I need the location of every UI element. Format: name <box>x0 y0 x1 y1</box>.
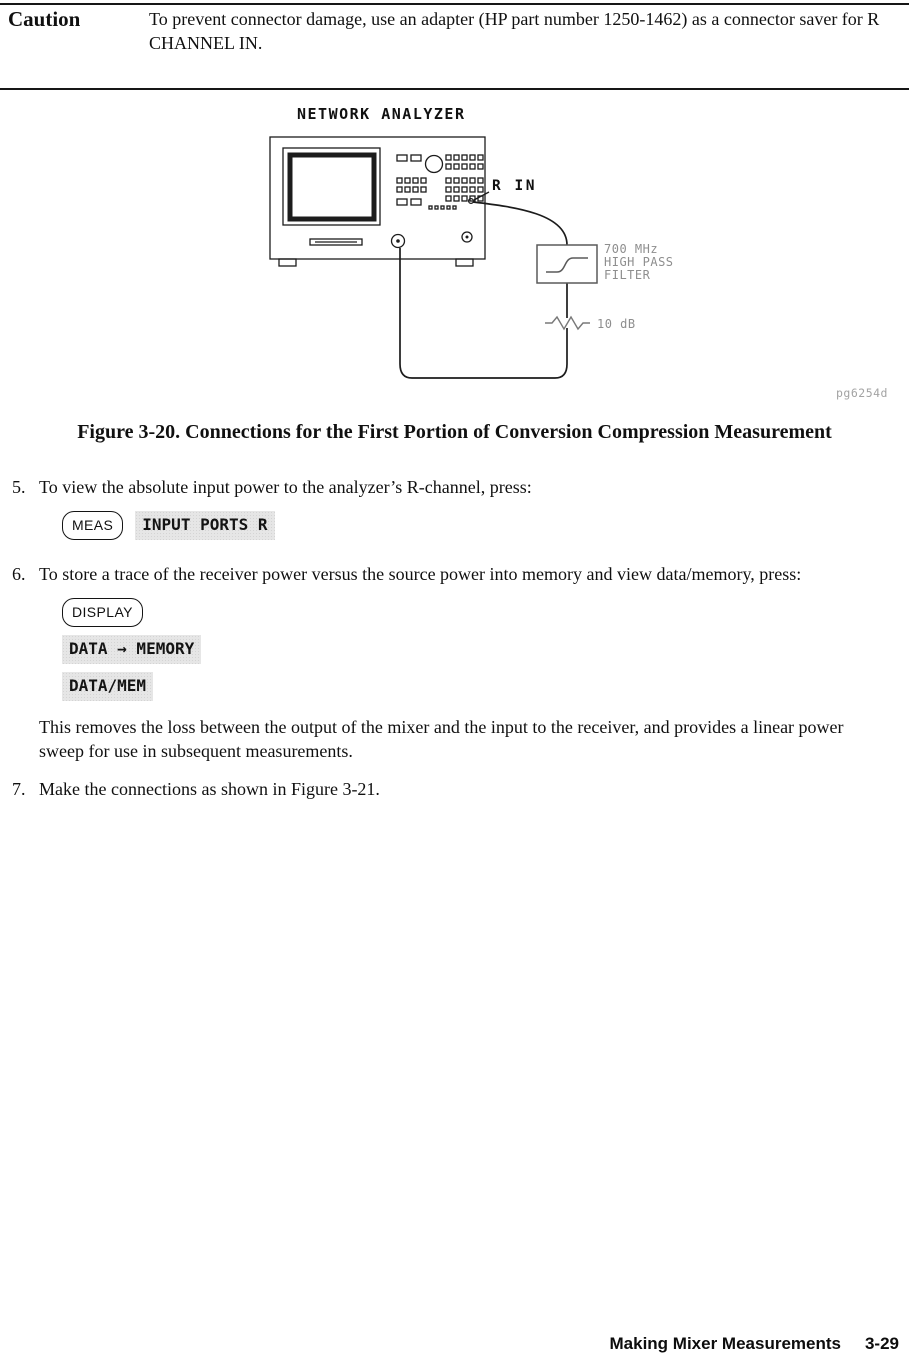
cable-path <box>400 202 567 378</box>
attenuator-label: 10 dB <box>597 317 636 331</box>
high-pass-filter-box <box>537 245 597 283</box>
attenuator-symbol <box>545 317 590 329</box>
filter-label-line2: HIGH PASS <box>604 255 674 269</box>
step-6-softkey-row-2 <box>62 672 898 701</box>
figure-3-20 <box>0 100 909 410</box>
step-7-text: Make the connections as shown in Figure 3-21. <box>39 779 380 799</box>
top-rule <box>0 3 909 5</box>
meas-hardkey: MEAS <box>62 511 123 540</box>
step-5-number: 5. <box>12 477 26 497</box>
step-6-note: This removes the loss between the output of the mixer and the input to the receiver, and provides a linear power sweep for use in subsequent measurements. <box>39 717 844 761</box>
step-6 <box>12 562 898 586</box>
step-5-keys <box>62 511 898 540</box>
caution-divider-rule <box>0 88 909 90</box>
filter-label-line1: 700 MHz <box>604 242 659 256</box>
diagram-analyzer-title: NETWORK ANALYZER <box>297 105 466 123</box>
network-analyzer-drawing <box>270 137 489 266</box>
display-hardkey: DISPLAY <box>62 598 143 627</box>
page-footer <box>610 1334 900 1354</box>
footer-section-title: Making Mixer Measurements <box>609 1334 841 1353</box>
figure-diagram <box>0 100 909 410</box>
procedure-steps <box>12 475 898 801</box>
step-6-number: 6. <box>12 564 26 584</box>
step-6-softkey-row-1 <box>62 635 898 664</box>
filter-label-line3: FILTER <box>604 268 651 282</box>
caution-block <box>8 7 909 55</box>
plot-id-label: pg6254d <box>836 386 888 400</box>
step-6-hardkey-row <box>62 598 898 627</box>
caution-label: Caution <box>8 7 81 31</box>
footer-page-number: 3-29 <box>864 1334 899 1353</box>
step-7 <box>12 777 898 801</box>
step-7-number: 7. <box>12 779 26 799</box>
step-6-text: To store a trace of the receiver power versus the source power into memory and view data/memory, press: <box>39 564 802 584</box>
data-mem-softkey: DATA/MEM <box>62 672 153 701</box>
step-5-text: To view the absolute input power to the analyzer’s R-channel, press: <box>39 477 532 497</box>
data-to-memory-softkey: DATA → MEMORY <box>62 635 201 664</box>
input-ports-r-softkey: INPUT PORTS R <box>135 511 274 540</box>
figure-caption: Figure 3-20. Connections for the First Portion of Conversion Compression Measurement <box>77 421 832 443</box>
caution-text: To prevent connector damage, use an adapter (HP part number 1250-1462) as a connector saver for R CHANNEL IN. <box>149 9 880 53</box>
step-5 <box>12 475 898 499</box>
r-in-label: R IN <box>492 178 537 194</box>
